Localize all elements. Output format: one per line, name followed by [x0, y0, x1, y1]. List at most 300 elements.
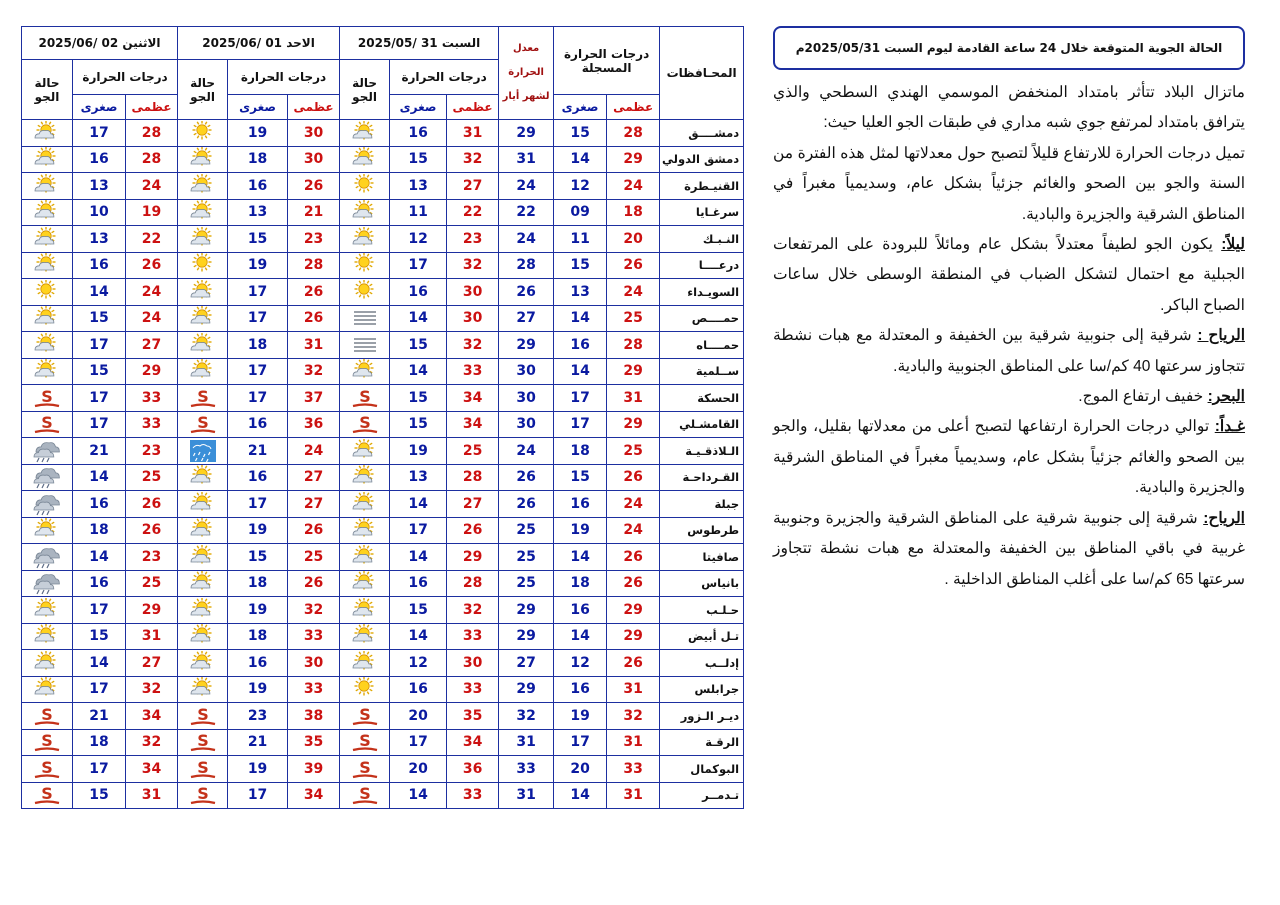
partly-cloudy-icon	[178, 146, 228, 173]
monthly-average-cell: 29	[499, 676, 554, 703]
day3-min-cell: 17	[73, 597, 126, 624]
table-row	[22, 517, 744, 544]
bulletin-paragraph	[773, 139, 1245, 230]
dust-icon	[178, 411, 228, 438]
day3-min-cell: 10	[73, 199, 126, 226]
bulletin-text-column	[773, 26, 1245, 595]
dust-icon	[178, 756, 228, 783]
day3-min-cell: 16	[73, 491, 126, 518]
monthly-average-cell: 32	[499, 703, 554, 730]
svg-text:S: S	[41, 704, 53, 724]
sun-icon	[340, 676, 390, 703]
recorded-min-cell: 16	[554, 491, 607, 518]
svg-text:S: S	[358, 731, 371, 751]
table-row	[22, 623, 744, 650]
partly-cloudy-icon	[22, 173, 73, 200]
partly-cloudy-icon	[340, 650, 390, 677]
day1-min-cell: 14	[390, 544, 447, 571]
paragraph-text: ماتزال البلاد تتأثر بامتداد المنخفض الموسمي الهندي السطحي والذي يترافق بامتداد لمرتفع جوي شبه مداري في طبقات الجو العليا حيث:	[773, 84, 1245, 132]
day1-temps-header: درجات الحرارة	[390, 60, 499, 95]
fog-icon	[340, 305, 390, 332]
dust-icon	[340, 756, 390, 783]
day2-header: الاحد 01 /2025/06	[178, 27, 340, 60]
day2-min-cell: 16	[228, 411, 288, 438]
table-row	[22, 597, 744, 624]
city-cell: إدلــب	[660, 650, 744, 677]
day1-max-cell: 36	[447, 756, 499, 783]
partly-cloudy-icon	[340, 570, 390, 597]
day2-min-header: صغرى	[228, 95, 288, 120]
recorded-max-cell: 29	[607, 358, 660, 385]
day1-min-cell: 16	[390, 120, 447, 147]
partly-cloudy-icon	[178, 491, 228, 518]
day2-max-header: عظمى	[288, 95, 340, 120]
monthly-average-cell: 26	[499, 279, 554, 306]
day3-min-cell: 18	[73, 517, 126, 544]
cloudy-icon	[22, 464, 73, 491]
day1-max-cell: 32	[447, 146, 499, 173]
city-cell: سرغـايا	[660, 199, 744, 226]
day3-max-cell: 26	[126, 517, 178, 544]
recorded-max-cell: 24	[607, 517, 660, 544]
dust-icon	[178, 729, 228, 756]
partly-cloudy-icon	[178, 305, 228, 332]
recorded-min-cell: 12	[554, 650, 607, 677]
svg-text:S: S	[358, 704, 371, 724]
recorded-max-cell: 29	[607, 623, 660, 650]
day3-max-cell: 28	[126, 146, 178, 173]
day1-min-cell: 16	[390, 570, 447, 597]
partly-cloudy-icon	[22, 676, 73, 703]
partly-cloudy-icon	[178, 650, 228, 677]
partly-cloudy-icon	[22, 332, 73, 359]
recorded-min-cell: 18	[554, 438, 607, 465]
city-cell: الـلاذقـيـة	[660, 438, 744, 465]
recorded-max-cell: 31	[607, 385, 660, 412]
day3-max-cell: 27	[126, 650, 178, 677]
day1-min-cell: 13	[390, 173, 447, 200]
svg-text:S: S	[196, 757, 209, 777]
table-row	[22, 676, 744, 703]
monthly-average-cell: 26	[499, 491, 554, 518]
table-row	[22, 146, 744, 173]
dust-icon	[178, 703, 228, 730]
partly-cloudy-icon	[340, 199, 390, 226]
day2-min-cell: 19	[228, 597, 288, 624]
recorded-max-cell: 31	[607, 729, 660, 756]
day2-max-cell: 27	[288, 464, 340, 491]
day3-min-cell: 14	[73, 544, 126, 571]
city-cell: ســلمية	[660, 358, 744, 385]
table-row	[22, 279, 744, 306]
monthly-average-cell: 28	[499, 252, 554, 279]
recorded-min-cell: 14	[554, 305, 607, 332]
monthly-average-cell: 25	[499, 570, 554, 597]
recorded-max-cell: 25	[607, 438, 660, 465]
day2-min-cell: 21	[228, 438, 288, 465]
day2-min-cell: 18	[228, 332, 288, 359]
day1-max-cell: 34	[447, 411, 499, 438]
day2-min-cell: 18	[228, 570, 288, 597]
sun-icon	[178, 252, 228, 279]
forecast-table-body	[22, 120, 744, 809]
day3-min-header: صغرى	[73, 95, 126, 120]
day2-max-cell: 39	[288, 756, 340, 783]
table-row	[22, 173, 744, 200]
day2-min-cell: 16	[228, 464, 288, 491]
recorded-min-cell: 13	[554, 279, 607, 306]
day2-min-cell: 15	[228, 226, 288, 253]
monthly-average-cell: 24	[499, 438, 554, 465]
partly-cloudy-icon	[22, 252, 73, 279]
day1-max-cell: 25	[447, 438, 499, 465]
city-cell: الحسكة	[660, 385, 744, 412]
recorded-max-cell: 29	[607, 597, 660, 624]
day3-temps-header: درجات الحرارة	[73, 60, 178, 95]
day2-min-cell: 19	[228, 517, 288, 544]
recorded-temps-header: درجات الحرارة المسجلة	[554, 27, 660, 95]
day3-max-cell: 28	[126, 120, 178, 147]
bulletin-paragraph	[773, 230, 1245, 321]
city-cell: صافيتا	[660, 544, 744, 571]
day1-max-cell: 34	[447, 385, 499, 412]
table-row	[22, 332, 744, 359]
day3-min-cell: 14	[73, 279, 126, 306]
day3-min-cell: 14	[73, 464, 126, 491]
bulletin-paragraph	[773, 382, 1245, 412]
recorded-max-cell: 20	[607, 226, 660, 253]
day1-max-cell: 32	[447, 332, 499, 359]
day1-max-cell: 31	[447, 120, 499, 147]
province-header: المحـافظات	[660, 27, 744, 120]
city-cell: حمــــاه	[660, 332, 744, 359]
day2-max-cell: 38	[288, 703, 340, 730]
recorded-max-cell: 24	[607, 279, 660, 306]
svg-text:S: S	[196, 784, 209, 804]
partly-cloudy-icon	[178, 464, 228, 491]
cloudy-icon	[22, 544, 73, 571]
table-row	[22, 120, 744, 147]
day2-min-cell: 17	[228, 305, 288, 332]
day3-max-cell: 31	[126, 623, 178, 650]
day2-min-cell: 17	[228, 782, 288, 809]
recorded-min-cell: 14	[554, 782, 607, 809]
table-row	[22, 226, 744, 253]
dust-icon	[22, 729, 73, 756]
day1-min-cell: 19	[390, 438, 447, 465]
svg-text:S: S	[196, 413, 209, 433]
day2-min-cell: 15	[228, 544, 288, 571]
city-cell: جبلة	[660, 491, 744, 518]
day2-max-cell: 37	[288, 385, 340, 412]
day3-max-cell: 34	[126, 703, 178, 730]
table-row	[22, 438, 744, 465]
table-row	[22, 782, 744, 809]
recorded-max-cell: 31	[607, 676, 660, 703]
partly-cloudy-icon	[178, 332, 228, 359]
recorded-min-cell: 18	[554, 570, 607, 597]
monthly-average-cell: 27	[499, 650, 554, 677]
monthly-average-cell: 26	[499, 464, 554, 491]
bulletin-paragraph	[773, 504, 1245, 595]
city-cell: دمشق الدولي	[660, 146, 744, 173]
table-row	[22, 703, 744, 730]
day1-min-cell: 15	[390, 411, 447, 438]
monthly-average-cell: 29	[499, 332, 554, 359]
partly-cloudy-icon	[178, 570, 228, 597]
day3-max-cell: 25	[126, 464, 178, 491]
recorded-max-cell: 24	[607, 491, 660, 518]
partly-cloudy-icon	[178, 199, 228, 226]
recorded-max-cell: 29	[607, 146, 660, 173]
day2-min-cell: 17	[228, 385, 288, 412]
partly-cloudy-icon	[178, 597, 228, 624]
day2-max-cell: 34	[288, 782, 340, 809]
monthly-average-cell: 22	[499, 199, 554, 226]
dust-icon	[340, 729, 390, 756]
paragraph-text: خفيف ارتفاع الموج.	[1078, 388, 1208, 406]
day3-max-cell: 23	[126, 438, 178, 465]
day1-min-cell: 17	[390, 252, 447, 279]
day1-min-cell: 20	[390, 703, 447, 730]
recorded-min-cell: 16	[554, 332, 607, 359]
recorded-max-header: عظمى	[607, 95, 660, 120]
day2-temps-header: درجات الحرارة	[228, 60, 340, 95]
day2-max-cell: 31	[288, 332, 340, 359]
day2-max-cell: 26	[288, 517, 340, 544]
svg-text:S: S	[41, 757, 53, 777]
paragraph-text: شرقية إلى جنوبية شرقية على المناطق الشرقية والجزيرة وجنوبية غربية في باقي المناطق بين الخفيفة والمعتدلة مع هبات نشطة تتجاوز سرعتها 65 كم/سا على أغلب المناطق الداخلية .	[773, 509, 1245, 588]
day2-max-cell: 26	[288, 570, 340, 597]
day2-min-cell: 13	[228, 199, 288, 226]
partly-cloudy-icon	[22, 199, 73, 226]
day1-min-cell: 17	[390, 729, 447, 756]
day2-max-cell: 30	[288, 650, 340, 677]
partly-cloudy-icon	[340, 517, 390, 544]
day1-max-cell: 28	[447, 464, 499, 491]
day3-max-cell: 27	[126, 332, 178, 359]
day2-min-cell: 16	[228, 173, 288, 200]
day1-max-cell: 27	[447, 173, 499, 200]
city-cell: تـدمــر	[660, 782, 744, 809]
day1-min-cell: 14	[390, 358, 447, 385]
recorded-min-cell: 17	[554, 729, 607, 756]
day1-min-cell: 15	[390, 332, 447, 359]
sun-icon	[340, 252, 390, 279]
day3-max-cell: 32	[126, 729, 178, 756]
table-row	[22, 570, 744, 597]
day3-min-cell: 17	[73, 332, 126, 359]
day3-max-cell: 29	[126, 597, 178, 624]
recorded-min-cell: 14	[554, 544, 607, 571]
day3-min-cell: 16	[73, 570, 126, 597]
day1-max-cell: 22	[447, 199, 499, 226]
city-cell: القـرداحـة	[660, 464, 744, 491]
day3-max-cell: 23	[126, 544, 178, 571]
day2-weather-header: حالة الجو	[178, 60, 228, 120]
day3-max-header: عظمى	[126, 95, 178, 120]
day2-max-cell: 28	[288, 252, 340, 279]
partly-cloudy-icon	[22, 623, 73, 650]
recorded-min-cell: 19	[554, 517, 607, 544]
day1-max-cell: 33	[447, 623, 499, 650]
day1-min-cell: 15	[390, 385, 447, 412]
paragraph-text: يكون الجو لطيفاً معتدلاً بشكل عام ومائلاً للبرودة على المرتفعات الجبلية مع احتمال لتشكل الضباب في المنطقة الوسطى خلال ساعات الصباح الباكر.	[773, 236, 1245, 314]
day2-min-cell: 16	[228, 650, 288, 677]
day3-min-cell: 16	[73, 252, 126, 279]
recorded-min-cell: 16	[554, 597, 607, 624]
recorded-min-cell: 14	[554, 146, 607, 173]
dust-icon	[22, 703, 73, 730]
monthly-average-cell: 31	[499, 146, 554, 173]
day1-max-cell: 33	[447, 782, 499, 809]
bulletin-headline: الحالة الجوية المتوقعة خلال 24 ساعة القادمة ليوم السبت 2025/05/31م	[773, 26, 1245, 70]
day2-max-cell: 21	[288, 199, 340, 226]
city-cell: البوكمال	[660, 756, 744, 783]
day3-max-cell: 32	[126, 676, 178, 703]
day1-min-header: صغرى	[390, 95, 447, 120]
table-row	[22, 729, 744, 756]
monthly-average-cell: 25	[499, 544, 554, 571]
city-cell: تـل أبيض	[660, 623, 744, 650]
day1-min-cell: 15	[390, 146, 447, 173]
day3-weather-header: حالة الجو	[22, 60, 73, 120]
city-cell: القامشـلي	[660, 411, 744, 438]
city-cell: ديـر الـزور	[660, 703, 744, 730]
day1-max-header: عظمى	[447, 95, 499, 120]
day1-min-cell: 14	[390, 623, 447, 650]
svg-text:S: S	[358, 784, 371, 804]
day3-max-cell: 25	[126, 570, 178, 597]
dust-icon	[340, 703, 390, 730]
table-row	[22, 305, 744, 332]
recorded-max-cell: 32	[607, 703, 660, 730]
day3-min-cell: 15	[73, 358, 126, 385]
table-row	[22, 464, 744, 491]
day2-max-cell: 32	[288, 358, 340, 385]
recorded-min-cell: 20	[554, 756, 607, 783]
table-row	[22, 756, 744, 783]
paragraph-label: البحر:	[1207, 388, 1245, 406]
day2-min-cell: 17	[228, 279, 288, 306]
partly-cloudy-icon	[178, 517, 228, 544]
city-cell: الرقـة	[660, 729, 744, 756]
dust-icon	[340, 782, 390, 809]
rain-icon	[178, 438, 228, 465]
city-cell: النـبـك	[660, 226, 744, 253]
monthly-average-cell: 29	[499, 623, 554, 650]
paragraph-label: الرياح :	[1197, 327, 1245, 345]
city-cell: دمشــــق	[660, 120, 744, 147]
day3-min-cell: 14	[73, 650, 126, 677]
recorded-max-cell: 26	[607, 252, 660, 279]
recorded-max-cell: 29	[607, 411, 660, 438]
partly-cloudy-icon	[22, 597, 73, 624]
partly-cloudy-icon	[178, 676, 228, 703]
partly-cloudy-icon	[178, 623, 228, 650]
svg-text:S: S	[358, 386, 371, 406]
recorded-max-cell: 28	[607, 332, 660, 359]
recorded-min-cell: 15	[554, 464, 607, 491]
day3-max-cell: 19	[126, 199, 178, 226]
dust-icon	[178, 385, 228, 412]
day3-min-cell: 17	[73, 411, 126, 438]
day3-min-cell: 15	[73, 782, 126, 809]
recorded-max-cell: 26	[607, 544, 660, 571]
recorded-max-cell: 18	[607, 199, 660, 226]
day1-min-cell: 16	[390, 279, 447, 306]
day1-max-cell: 26	[447, 517, 499, 544]
day3-min-cell: 16	[73, 146, 126, 173]
partly-cloudy-icon	[340, 438, 390, 465]
cloudy-icon	[22, 570, 73, 597]
day3-max-cell: 31	[126, 782, 178, 809]
paragraph-label: ليلاً:	[1221, 236, 1245, 254]
svg-text:S: S	[196, 704, 209, 724]
table-row	[22, 358, 744, 385]
svg-text:S: S	[358, 413, 371, 433]
recorded-min-cell: 16	[554, 676, 607, 703]
day3-min-cell: 17	[73, 756, 126, 783]
day1-min-cell: 13	[390, 464, 447, 491]
day2-max-cell: 23	[288, 226, 340, 253]
day2-max-cell: 32	[288, 597, 340, 624]
day1-min-cell: 14	[390, 305, 447, 332]
recorded-max-cell: 26	[607, 650, 660, 677]
table-row	[22, 252, 744, 279]
day3-min-cell: 15	[73, 623, 126, 650]
day2-min-cell: 19	[228, 252, 288, 279]
recorded-max-cell: 26	[607, 464, 660, 491]
paragraph-label: غـداً:	[1214, 418, 1245, 436]
day3-max-cell: 24	[126, 305, 178, 332]
day1-min-cell: 20	[390, 756, 447, 783]
day3-min-cell: 21	[73, 703, 126, 730]
dust-icon	[340, 385, 390, 412]
table-row	[22, 385, 744, 412]
bulletin-paragraph	[773, 78, 1245, 139]
sun-icon	[340, 279, 390, 306]
city-cell: درعــــا	[660, 252, 744, 279]
forecast-table	[21, 26, 744, 809]
day3-min-cell: 17	[73, 120, 126, 147]
day3-min-cell: 18	[73, 729, 126, 756]
partly-cloudy-icon	[22, 120, 73, 147]
day1-max-cell: 34	[447, 729, 499, 756]
table-row	[22, 650, 744, 677]
partly-cloudy-icon	[340, 623, 390, 650]
day2-min-cell: 18	[228, 623, 288, 650]
city-cell: القنيـطرة	[660, 173, 744, 200]
day3-min-cell: 15	[73, 305, 126, 332]
svg-text:S: S	[196, 731, 209, 751]
monthly-average-cell: 27	[499, 305, 554, 332]
partly-cloudy-icon	[22, 305, 73, 332]
day3-max-cell: 33	[126, 411, 178, 438]
table-row	[22, 411, 744, 438]
cloudy-icon	[22, 438, 73, 465]
day2-max-cell: 26	[288, 305, 340, 332]
recorded-min-cell: 09	[554, 199, 607, 226]
recorded-min-cell: 17	[554, 411, 607, 438]
day2-max-cell: 26	[288, 173, 340, 200]
svg-text:S: S	[41, 413, 53, 433]
day1-max-cell: 33	[447, 358, 499, 385]
dust-icon	[340, 411, 390, 438]
day2-min-cell: 18	[228, 146, 288, 173]
cloudy-icon	[22, 491, 73, 518]
day3-max-cell: 29	[126, 358, 178, 385]
